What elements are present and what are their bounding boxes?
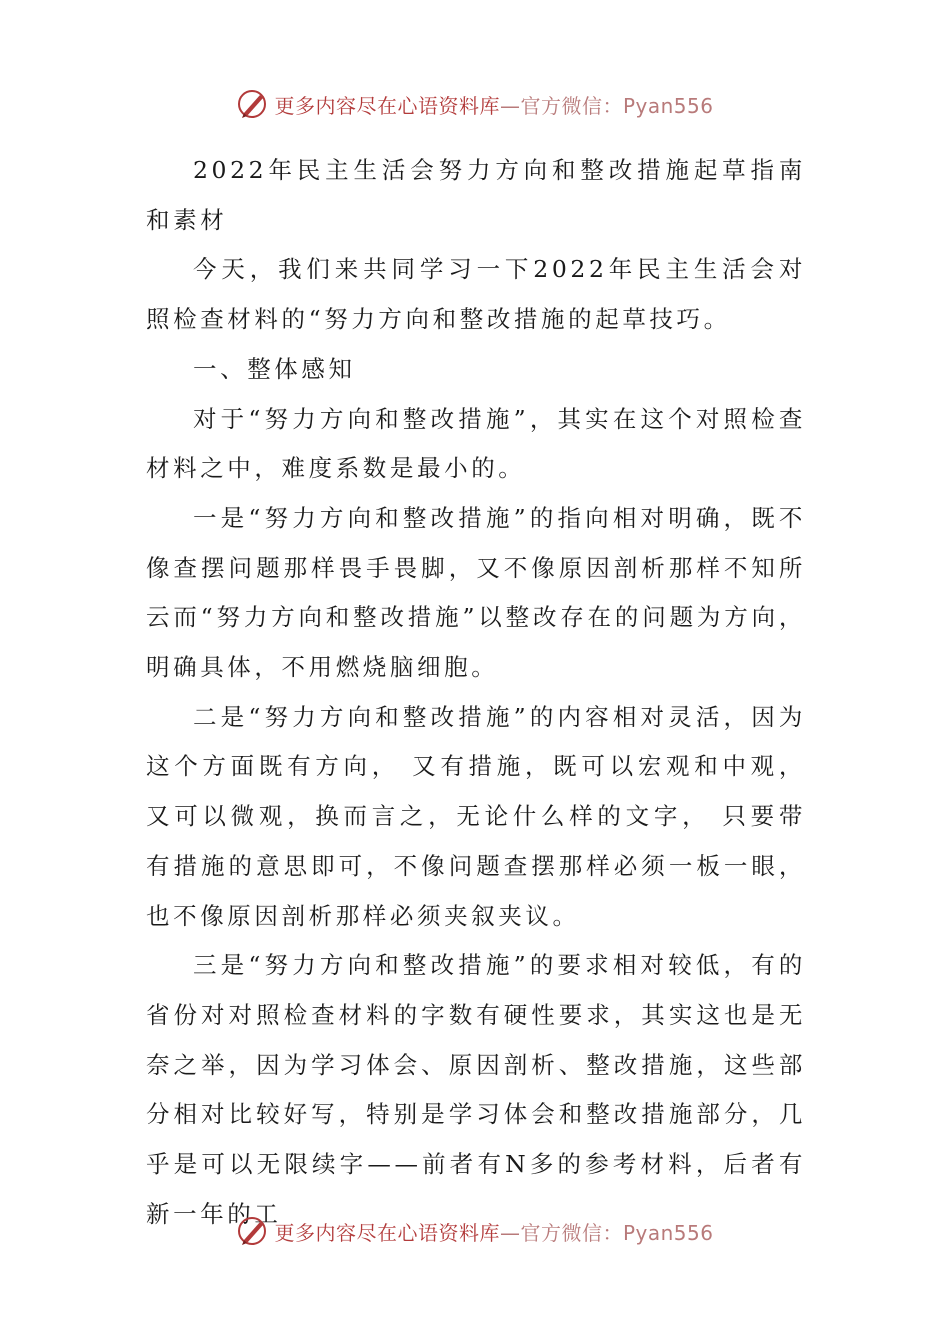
pen-logo-icon — [236, 87, 270, 121]
footer-banner — [0, 1211, 950, 1251]
paragraph: 今天，我们来共同学习一下2022年民主生活会对照检查材料的“努力方向和整改措施的起草技巧。 — [146, 255, 806, 334]
section-heading: 一、整体感知 — [193, 354, 356, 383]
document-body — [146, 146, 806, 1239]
footer-watermark: 更多内容尽在心语资料库—官方微信：Pyan556 — [274, 1220, 714, 1245]
pen-logo-icon — [236, 1214, 270, 1248]
paragraph: 对于“努力方向和整改措施”，其实在这个对照检查材料之中，难度系数是最小的。 — [146, 404, 806, 483]
header-watermark: 更多内容尽在心语资料库—官方微信：Pyan556 — [274, 93, 714, 118]
paragraph: 三是“努力方向和整改措施”的要求相对较低，有的省份对对照检查材料的字数有硬性要求，其实这也是无奈之举，因为学习体会、原因剖析、整改措施，这些部分相对比较好写，特别是学习体会和整改措施部分，几乎是可以无限续字——前者有N多的参考材料，后者有新一年的工 — [146, 951, 806, 1228]
paragraph: 二是“努力方向和整改措施”的内容相对灵活，因为这个方面既有方向， 又有措施，既可以宏观和中观，又可以微观，换而言之，无论什么样的文字， 只要带有措施的意思即可，不像问题查摆那样必须一板一眼，也不像原因剖析那样必须夹叙夹议。 — [146, 702, 806, 930]
paragraph: 一是“努力方向和整改措施”的指向相对明确，既不像查摆问题那样畏手畏脚，又不像原因剖析那样不知所云而“努力方向和整改措施”以整改存在的问题为方向，明确具体，不用燃烧脑细胞。 — [146, 503, 806, 682]
header-banner — [0, 84, 950, 124]
document-title: 2022年民主生活会努力方向和整改措施起草指南和素材 — [146, 156, 806, 234]
